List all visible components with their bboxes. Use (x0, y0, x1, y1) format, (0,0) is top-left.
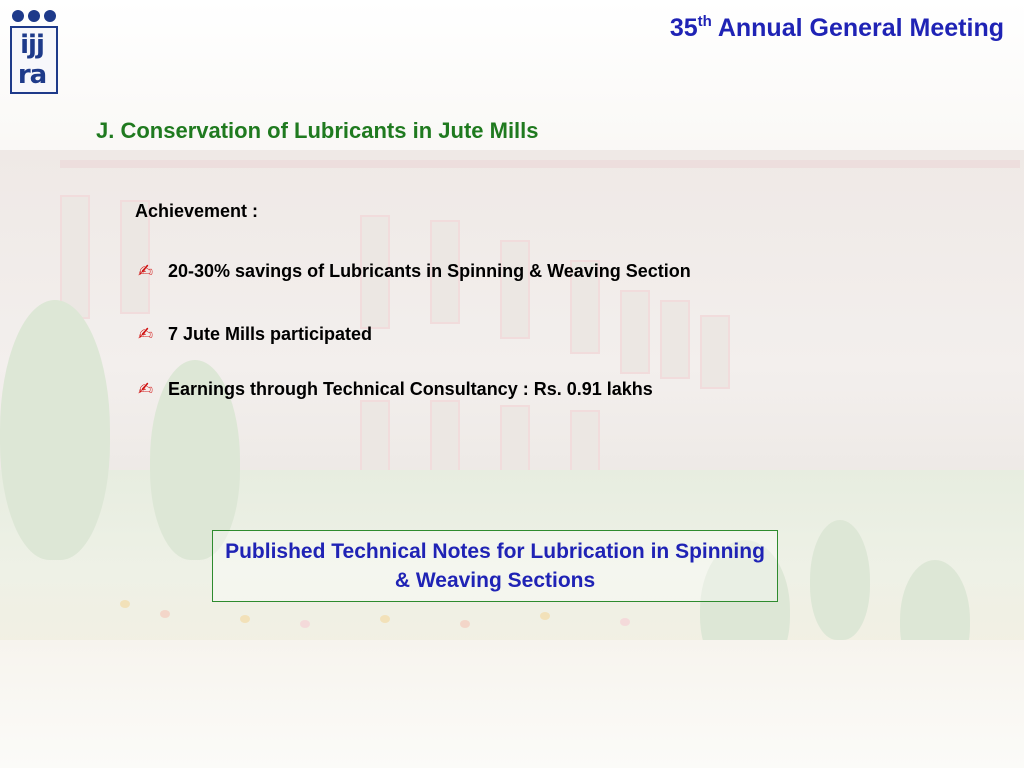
published-notes-box (212, 530, 778, 602)
bullet-item (138, 261, 691, 282)
ijira-logo (8, 10, 60, 94)
bullet-item (138, 324, 372, 345)
section-title: J. Conservation of Lubricants in Jute Mills (96, 118, 539, 143)
bullet-item (138, 379, 653, 400)
bullet-text: 20-30% savings of Lubricants in Spinning & Weaving Section (168, 261, 691, 281)
bullet-text: 7 Jute Mills participated (168, 324, 373, 344)
title-number: 35 (669, 14, 698, 42)
bullet-text: Earnings through Technical Consultancy : Rs. 0.91 lakhs (168, 379, 653, 399)
title-ordinal: th (697, 13, 712, 30)
achievement-label: Achievement : (135, 201, 259, 221)
logo-text-top: ijj (20, 30, 44, 60)
meeting-title (670, 14, 1004, 43)
writing-hand-icon: ✍ (138, 379, 154, 399)
logo-text-bottom: ra (17, 60, 47, 90)
title-text: Annual General Meeting (711, 14, 1004, 42)
published-notes-text: Published Technical Notes for Lubrication in Spinning & Weaving Sections (225, 540, 765, 592)
writing-hand-icon: ✍ (138, 261, 154, 281)
writing-hand-icon: ✍ (138, 324, 154, 344)
